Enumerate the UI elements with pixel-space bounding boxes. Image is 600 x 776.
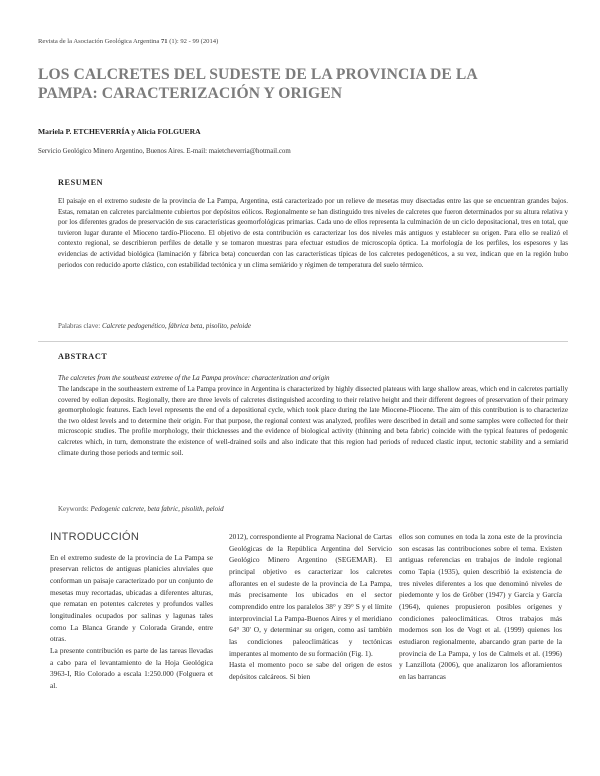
abstract-text: The landscape in the southeastern extreme of La Pampa province in Argentina is characterized by highly dissected plateaus with large shallow areas, which end in calcretes partially covered by eolian deposits. Regionally, there are three levels of calcretes distinguished according to their relative height and their different degrees of preservation of their primary geomorphologic features. Each level represents the end of a depositional cycle, which took place during the late Miocene-Pliocene. The aim of this contribution is to characterize the two oldest levels and to determine their origin. For that purpose, the regional context was analyzed, profiles were described in detail and some samples were collected for their microscopic studies. The profile morphology, their thicknesses and the evidence of biological activity (thinning and beta fabric) coincide with the typical features of pedogenic calcretes which, in turn, demonstrate the existence of well-drained soils and also indicate that this region had periods of reduced clastic input, tectonic stability and a semiarid climate during those periods and termic soil. <box>58 385 568 457</box>
resumen-keywords-list: Calcrete pedogenético, fábrica beta, pisolito, peloide <box>101 322 251 330</box>
affiliation: Servicio Geológico Minero Argentino, Buenos Aires. E-mail: maietcheverria@hotmail.com <box>38 148 291 155</box>
intro-paragraph-1: En el extremo sudeste de la provincia de La Pampa se preservan relictos de antiguas planicies aluviales que conforman un paisaje caracterizado por un conjunto de mesetas muy recortadas, ubicadas a diferentes alturas, que rematan en potentes calcretes y profundos valles longitudinales ocupados por salinas y lagunas tales como La Blanca Grande y Colorada Grande, entre otras. <box>50 552 213 644</box>
journal-name: Revista de la Asociación Geológica Argentina <box>38 38 160 45</box>
running-header <box>38 38 218 45</box>
authors: Mariela P. ETCHEVERRÍA y Alicia FOLGUERA <box>38 127 201 136</box>
body-column-3 <box>399 531 562 683</box>
article-title-line-1: LOS CALCRETES DEL SUDESTE DE LA PROVINCIA DE LA <box>38 66 478 83</box>
abstract-keywords-list: Pedogenic calcrete, beta fabric, pisolith, peloid <box>90 505 224 513</box>
body-column-2 <box>229 531 392 683</box>
col3-paragraph-1: ellos son comunes en toda la zona este de la provincia son escasas las contribuciones sobre el tema. Existen antiguas referencias en trabajos de índole regional como Tapia (1935), quien describió la existencia de tres niveles diferentes a los que denominó niveles de piedemonte y los de Gröber (1947) y García y García (1964), quienes propusieron posibles orígenes y condiciones paleoclimáticas. Otros trabajos más modernos son los de Vogt et al. (1999) quienes los estudiaron regionalmente, abarcando gran parte de la provincia de La Pampa, y los de Calmels et al. (1996) y Lanzillota (2006), que analizaron los afloramientos en las barrancas <box>399 532 562 681</box>
body-column-1 <box>50 532 213 692</box>
resumen-heading: RESUMEN <box>58 178 104 187</box>
journal-issue-pages: (1): 92 - 99 (2014) <box>169 38 219 45</box>
resumen-text: El paisaje en el extremo sudeste de la provincia de La Pampa, Argentina, está caracterizado por un relieve de mesetas muy disectadas entre las que se encuentran grandes bajos. Estas, rematan en calcretes parcialmente cubiertos por depósitos eólicos. Regionalmente se han distinguido tres niveles de calcretes que fueron determinados por su altura relativa y por los diferentes grados de preservación de sus características geomorfológicas primarias. Cada uno de ellos representa la culminación de un ciclo depositacional, tres en total, que tuvieron lugar durante el Mioceno tardío-Plioceno. El objetivo de esta contribución es caracterizar los dos niveles más antiguos y establecer su origen. Para ello se realizó el contexto regional, se describieron perfiles de detalle y se tomaron muestras para efectuar estudios de microscopía óptica. La morfología de los perfiles, los espesores y las evidencias de actividad biológica (laminación y fábrica beta) concuerdan con las características típicas de los calcretes pedogenéticos, a su vez, indican que en la región hubo periodos con reducido aporte clástico, con estabilidad tectónica y un clima semiárido y régimen de temperatura del suelo térmico. <box>58 197 568 269</box>
introduction-heading: INTRODUCCIÓN <box>50 531 140 543</box>
resumen-keywords <box>58 322 251 330</box>
abstract-keywords <box>58 505 224 513</box>
journal-volume: 71 <box>160 38 168 45</box>
intro-paragraph-2: La presente contribución es parte de las tareas llevadas a cabo para el levantamiento de la Hoja Geológica 3963-I, Río Colorado a escala 1:250.000 (Folguera et al. <box>50 645 213 690</box>
divider <box>38 341 568 342</box>
col2-paragraph-1: 2012), correspondiente al Programa Nacional de Cartas Geológicas de la República Argentina del Servicio Geológico Minero Argentino (SEGEMAR). El principal objetivo es caracterizar los calcretes aflorantes en el sudeste de la provincia de La Pampa, más precisamente los ubicados en el sector comprendido entre los paralelos 38° y 39° S y el límite interprovincial La Pampa-Buenos Aires y el meridiano 64° 30' O, y determinar su origen, como así también las condiciones paleoclimáticas y tectónicas imperantes al momento de su formación (Fig. 1). <box>229 532 392 658</box>
abstract-keywords-label: Keywords: <box>58 505 89 513</box>
abstract-heading: ABSTRACT <box>58 352 108 361</box>
article-title-line-2: PAMPA: CARACTERIZACIÓN Y ORIGEN <box>38 84 343 102</box>
abstract-subtitle: The calcretes from the southeast extreme of the La Pampa province: characterization and origin <box>58 374 330 382</box>
article-title <box>38 66 568 103</box>
resumen-keywords-label: Palabras clave: <box>58 322 101 330</box>
col2-paragraph-2: Hasta el momento poco se sabe del origen de estos depósitos calcáreos. Si bien <box>229 660 392 681</box>
